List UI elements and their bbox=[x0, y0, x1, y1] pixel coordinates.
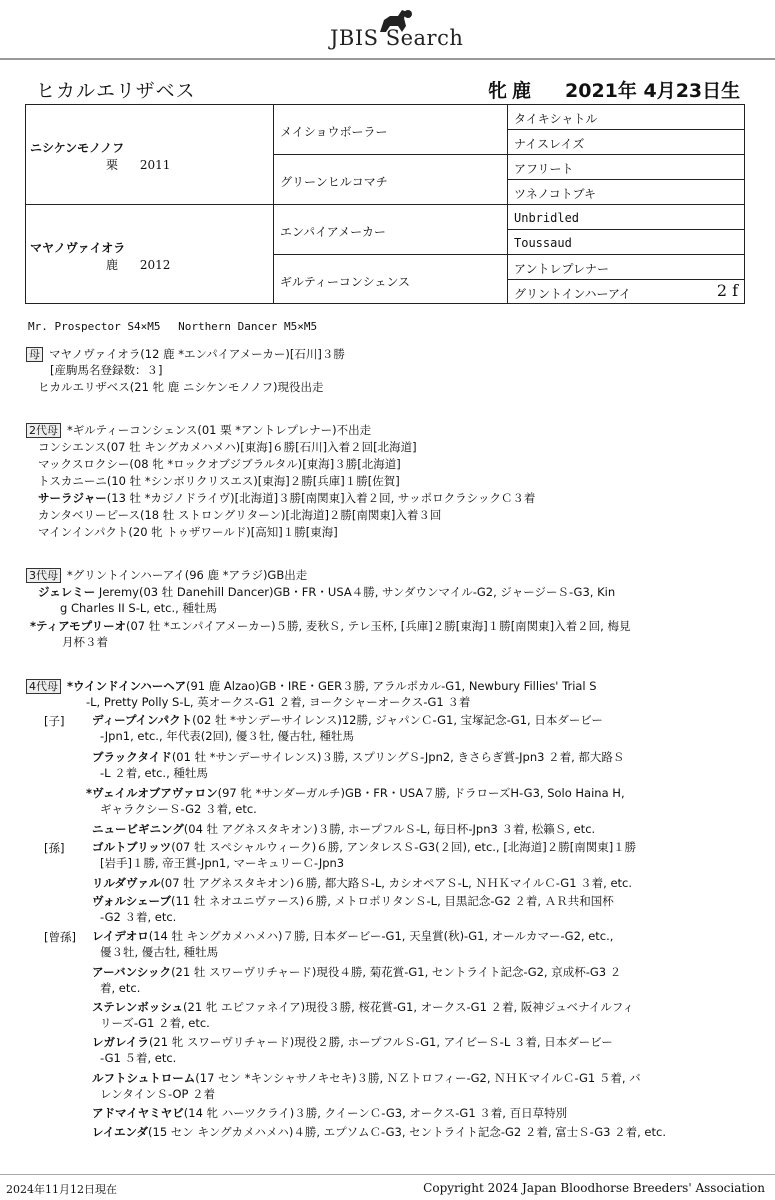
gen2-line bbox=[38, 491, 535, 506]
gen4-horse[interactable]: レガレイラ bbox=[92, 1035, 149, 1049]
pedigree-gen3[interactable]: アントレプレナー bbox=[514, 262, 610, 276]
gen4-text: (07 牡 アグネスタキオン)６勝, 都大路Ｓ-L, カシオペアＳ-L, ＮＨＫマイルＣ-G1 ３着, etc. bbox=[160, 876, 633, 890]
gen2-line[interactable]: マックスロクシー(08 牝 *ロックオブジブラルタル)[東海]３勝[北海道] bbox=[38, 457, 401, 471]
gen4-line bbox=[92, 822, 595, 837]
gen3-line bbox=[30, 619, 630, 634]
gen4-line bbox=[92, 840, 636, 855]
pedigree-dam[interactable] bbox=[30, 239, 170, 273]
relation-label: [曾孫] bbox=[44, 930, 76, 944]
header-divider bbox=[0, 58, 775, 60]
gen4-horse[interactable]: アーバンシック bbox=[92, 965, 172, 979]
gen4-horse[interactable]: ブラックタイド bbox=[92, 750, 172, 764]
sire-year: 2011 bbox=[139, 158, 171, 172]
gen2-line[interactable]: トスカニーニ(10 牡 *シンボリクリスエス)[東海]２勝[兵庫]１勝[佐賀] bbox=[38, 474, 400, 488]
pedigree-sire[interactable] bbox=[30, 139, 170, 173]
gen4-horse[interactable]: ヴォルシェーブ bbox=[92, 894, 171, 908]
gen4-text: (21 牡 スワーヴリチャード)現役４勝, 菊花賞-G1, セントライト記念-G2, 京成杯-G3 ２ bbox=[171, 965, 622, 979]
gen2-text: (13 牡 *カジノドライヴ)[北海道]３勝[南関東]入着２回, サッポロクラシックＣ３着 bbox=[106, 491, 536, 505]
gen4-horse[interactable]: ゴルトブリッツ bbox=[92, 840, 172, 854]
gen4-line bbox=[92, 1106, 567, 1121]
pedigree-table bbox=[25, 104, 745, 304]
relation-label: [子] bbox=[44, 714, 65, 728]
gen3-horse[interactable]: ジェレミー bbox=[38, 585, 96, 599]
relation-label: [孫] bbox=[44, 841, 65, 855]
gen3-text: (07 牡 *エンパイアメーカー)５勝, 麦秋Ｓ, テレ玉杯, [兵庫]２勝[東海]１勝[南関東]入着２回, 梅見 bbox=[125, 619, 631, 633]
gen3-text: Jeremy(03 牡 Danehill Dancer)GB・FR・USA４勝, サンダウンマイル-G2, ジャージーＳ-G3, Kin bbox=[95, 585, 616, 599]
gen4-line bbox=[92, 750, 624, 765]
dam-section-header bbox=[26, 347, 345, 362]
gen4-text: (01 牡 *サンデーサイレンス)３勝, スプリングＳ-Jpn2, きさらぎ賞-Jpn3 ２着, 都大路Ｓ bbox=[171, 750, 625, 764]
gen4-text: (17 セン *キンシャサノキセキ)３勝, ＮＺトロフィー-G2, ＮＨＫマイルＣ-G1 ５着, バ bbox=[195, 1071, 641, 1085]
divider bbox=[507, 179, 744, 180]
gen4-text: (14 牡 キングカメハメハ)７勝, 日本ダービー-G1, 天皇賞(秋)-G1, オールカマー-G2, etc., bbox=[148, 929, 614, 943]
gen4-line bbox=[86, 786, 625, 801]
divider bbox=[507, 279, 744, 280]
gen4-horse[interactable]: レイデオロ bbox=[92, 929, 149, 943]
jbis-logo[interactable] bbox=[316, 6, 466, 52]
gen4-line: -Jpn1, etc., 年代表(2回), 優３牡, 優古牡, 種牡馬 bbox=[100, 729, 354, 743]
gen3-line bbox=[38, 585, 615, 600]
gen4-horse[interactable]: レイエンダ bbox=[92, 1125, 149, 1139]
inbreeding-info: Mr. Prospector S4×M5 Northern Dancer M5×M5 bbox=[28, 320, 318, 333]
gen4-line bbox=[92, 713, 603, 728]
gen4-line: 優３牡, 優古牡, 種牡馬 bbox=[100, 945, 219, 959]
dam-color: 鹿 bbox=[106, 258, 119, 272]
pedigree-gen3[interactable]: ナイスレイズ bbox=[514, 137, 585, 151]
gen4-horse[interactable]: ディープインパクト bbox=[92, 713, 193, 727]
gen4-text: (15 セン キングカメハメハ)４勝, エプソムＣ-G3, セントライト記念-G2 ２着, 富士Ｓ-G3 ２着, etc. bbox=[148, 1125, 666, 1139]
footer-date: 2024年11月12日現在 bbox=[6, 1183, 117, 1196]
gen4-line bbox=[92, 1000, 634, 1015]
pedigree-gen2[interactable]: グリーンヒルコマチ bbox=[280, 175, 388, 189]
gen4-text: (21 牝 エピファネイア)現役３勝, 桜花賞-G1, オークス-G1 ２着, 阪神ジュベナイルフィ bbox=[183, 1000, 634, 1014]
gen4-line: -G2 ３着, etc. bbox=[100, 910, 177, 924]
gen4-text: (11 牡 ネオユニヴァース)６勝, メトロポリタンＳ-L, 目黒記念-G2 ２着, ＡＲ共和国杯 bbox=[170, 894, 614, 908]
footer-copyright: Copyright 2024 Japan Bloodhorse Breeders' Association bbox=[423, 1181, 765, 1195]
gen2-tag: 2代母 bbox=[26, 423, 61, 438]
pedigree-gen3[interactable]: タイキシャトル bbox=[514, 112, 598, 126]
pedigree-gen2[interactable]: ギルティーコンシェンス bbox=[280, 275, 411, 289]
horse-sex: 牝 bbox=[488, 80, 508, 102]
gen4-line: -G1 ５着, etc. bbox=[100, 1051, 177, 1065]
gen4-text: (14 牝 ハーツクライ)３勝, クイーンＣ-G3, オークス-G1 ３着, 百日草特別 bbox=[183, 1106, 568, 1120]
pedigree-gen2[interactable]: メイショウボーラー bbox=[280, 125, 388, 139]
gen4-line: [岩手]１勝, 帝王賞-Jpn1, マーキュリーＣ-Jpn3 bbox=[100, 856, 345, 870]
gen3-line: g Charles II S-L, etc., 種牡馬 bbox=[60, 601, 217, 615]
pedigree-gen3[interactable]: アフリート bbox=[514, 162, 574, 176]
divider bbox=[273, 254, 744, 255]
pedigree-gen3[interactable]: ツネノコトブキ bbox=[514, 187, 596, 201]
gen2-line[interactable]: *ギルティーコンシェンス(01 栗 *アントレプレナー)不出走 bbox=[67, 423, 372, 437]
gen4-horse[interactable]: アドマイヤミヤビ bbox=[92, 1106, 184, 1120]
gen4-horse[interactable]: *ヴェイルオブアヴァロン bbox=[86, 786, 218, 800]
horse-name: ヒカルエリザベス bbox=[36, 80, 196, 102]
gen4-text: (97 牝 *サンダーガルチ)GB・FR・USA７勝, ドラローズH-G3, Solo Haina H, bbox=[217, 786, 625, 800]
family-number: 2 f bbox=[716, 281, 738, 300]
sire-name: ニシケンモノノフ bbox=[30, 141, 125, 155]
gen2-section-header bbox=[26, 423, 371, 438]
gen4-line: レンタインＳ-OP ２着 bbox=[100, 1087, 216, 1101]
gen4-line: -L ２着, etc., 種牡馬 bbox=[100, 766, 208, 780]
dam-tag: 母 bbox=[26, 347, 43, 362]
dam-line[interactable]: マヤノヴァイオラ(12 鹿 *エンパイアメーカー)[石川]３勝 bbox=[49, 347, 345, 361]
dam-line: [産駒馬名登録数：３] bbox=[50, 363, 163, 377]
gen4-line bbox=[92, 1035, 613, 1050]
divider bbox=[507, 229, 744, 230]
gen3-line: 月杯３着 bbox=[62, 635, 108, 649]
gen2-horse[interactable]: サーラジャー bbox=[38, 491, 107, 505]
logo-text: JBIS Search bbox=[330, 26, 464, 50]
horse-color: 鹿 bbox=[512, 80, 532, 102]
gen2-line[interactable]: コンシエンス(07 牡 キングカメハメハ)[東海]６勝[石川]入着２回[北海道] bbox=[38, 440, 417, 454]
gen4-text: (04 牡 アグネスタキオン)３勝, ホープフルＳ-L, 毎日杯-Jpn3 ３着, 松籟Ｓ, etc. bbox=[183, 822, 596, 836]
divider bbox=[26, 204, 744, 205]
gen4-line bbox=[92, 1071, 641, 1086]
gen4-line: -L, Pretty Polly S-L, 英オークス-G1 ２着, ヨークシャーオークス-G1 ３着 bbox=[86, 695, 471, 709]
footer-divider bbox=[0, 1174, 775, 1175]
gen4-line bbox=[92, 894, 614, 909]
pedigree-gen3[interactable]: Unbridled bbox=[514, 211, 580, 225]
gen4-horse[interactable]: リルダヴァル bbox=[92, 876, 161, 890]
gen4-horse[interactable]: ニュービギニング bbox=[92, 822, 184, 836]
divider bbox=[507, 129, 744, 130]
gen4-text: (02 牡 *サンデーサイレンス)12勝, ジャパンＣ-G1, 宝塚記念-G1, 日本ダービー bbox=[192, 713, 603, 727]
gen4-line bbox=[92, 965, 621, 980]
gen4-line bbox=[92, 1125, 666, 1140]
gen3-horse[interactable]: *ティアモプリーオ bbox=[30, 619, 126, 633]
gen2-line[interactable]: カンタベリーピース(18 牡 ストロングリターン)[北海道]２勝[南関東]入着３回 bbox=[38, 508, 442, 522]
gen4-line bbox=[92, 929, 613, 944]
gen3-section-header bbox=[26, 568, 307, 583]
gen4-line: リーズ-G1 ２着, etc. bbox=[100, 1016, 210, 1030]
gen4-text: (91 鹿 Alzao)GB・IRE・GER３勝, アラルポカル-G1, Newbury Fillies' Trial S bbox=[185, 679, 597, 693]
gen4-tag: 4代母 bbox=[26, 679, 61, 694]
gen2-line[interactable]: マインインパクト(20 牝 トゥザワールド)[高知]１勝[東海] bbox=[38, 525, 338, 539]
gen4-horse[interactable]: *ウインドインハーヘア bbox=[67, 679, 186, 693]
gen4-horse[interactable]: ステレンボッシュ bbox=[92, 1000, 184, 1014]
gen4-text: (07 牡 スペシャルウィーク)６勝, アンタレスＳ-G3(２回), etc., [北海道]２勝[南関東]１勝 bbox=[171, 840, 637, 854]
horse-birthdate: 2021年 4月23日生 bbox=[565, 80, 741, 102]
gen4-section-header bbox=[26, 679, 597, 694]
gen4-horse[interactable]: ルフトシュトローム bbox=[92, 1071, 196, 1085]
pedigree-gen3[interactable]: Toussaud bbox=[514, 236, 572, 250]
gen3-line[interactable]: *グリントインハーアイ(96 鹿 *アラジ)GB出走 bbox=[67, 568, 308, 582]
dam-year: 2012 bbox=[139, 258, 171, 272]
pedigree-gen3[interactable]: グリントインハーアイ bbox=[514, 287, 631, 301]
gen4-text: (21 牝 スワーヴリチャード)現役２勝, ホープフルＳ-G1, アイビーＳ-L ３着, 日本ダービー bbox=[148, 1035, 613, 1049]
dam-line[interactable]: ヒカルエリザベス(21 牝 鹿 ニシケンモノノフ)現役出走 bbox=[38, 380, 324, 394]
gen3-tag: 3代母 bbox=[26, 568, 61, 583]
gen4-line: 着, etc. bbox=[100, 981, 141, 995]
divider bbox=[273, 154, 744, 155]
gen4-line: ギャラクシーＳ-G2 ３着, etc. bbox=[100, 802, 257, 816]
dam-name: マヤノヴァイオラ bbox=[30, 241, 126, 255]
pedigree-gen2[interactable]: エンパイアメーカー bbox=[280, 225, 386, 239]
gen4-line bbox=[92, 876, 632, 891]
sire-color: 栗 bbox=[106, 158, 119, 172]
